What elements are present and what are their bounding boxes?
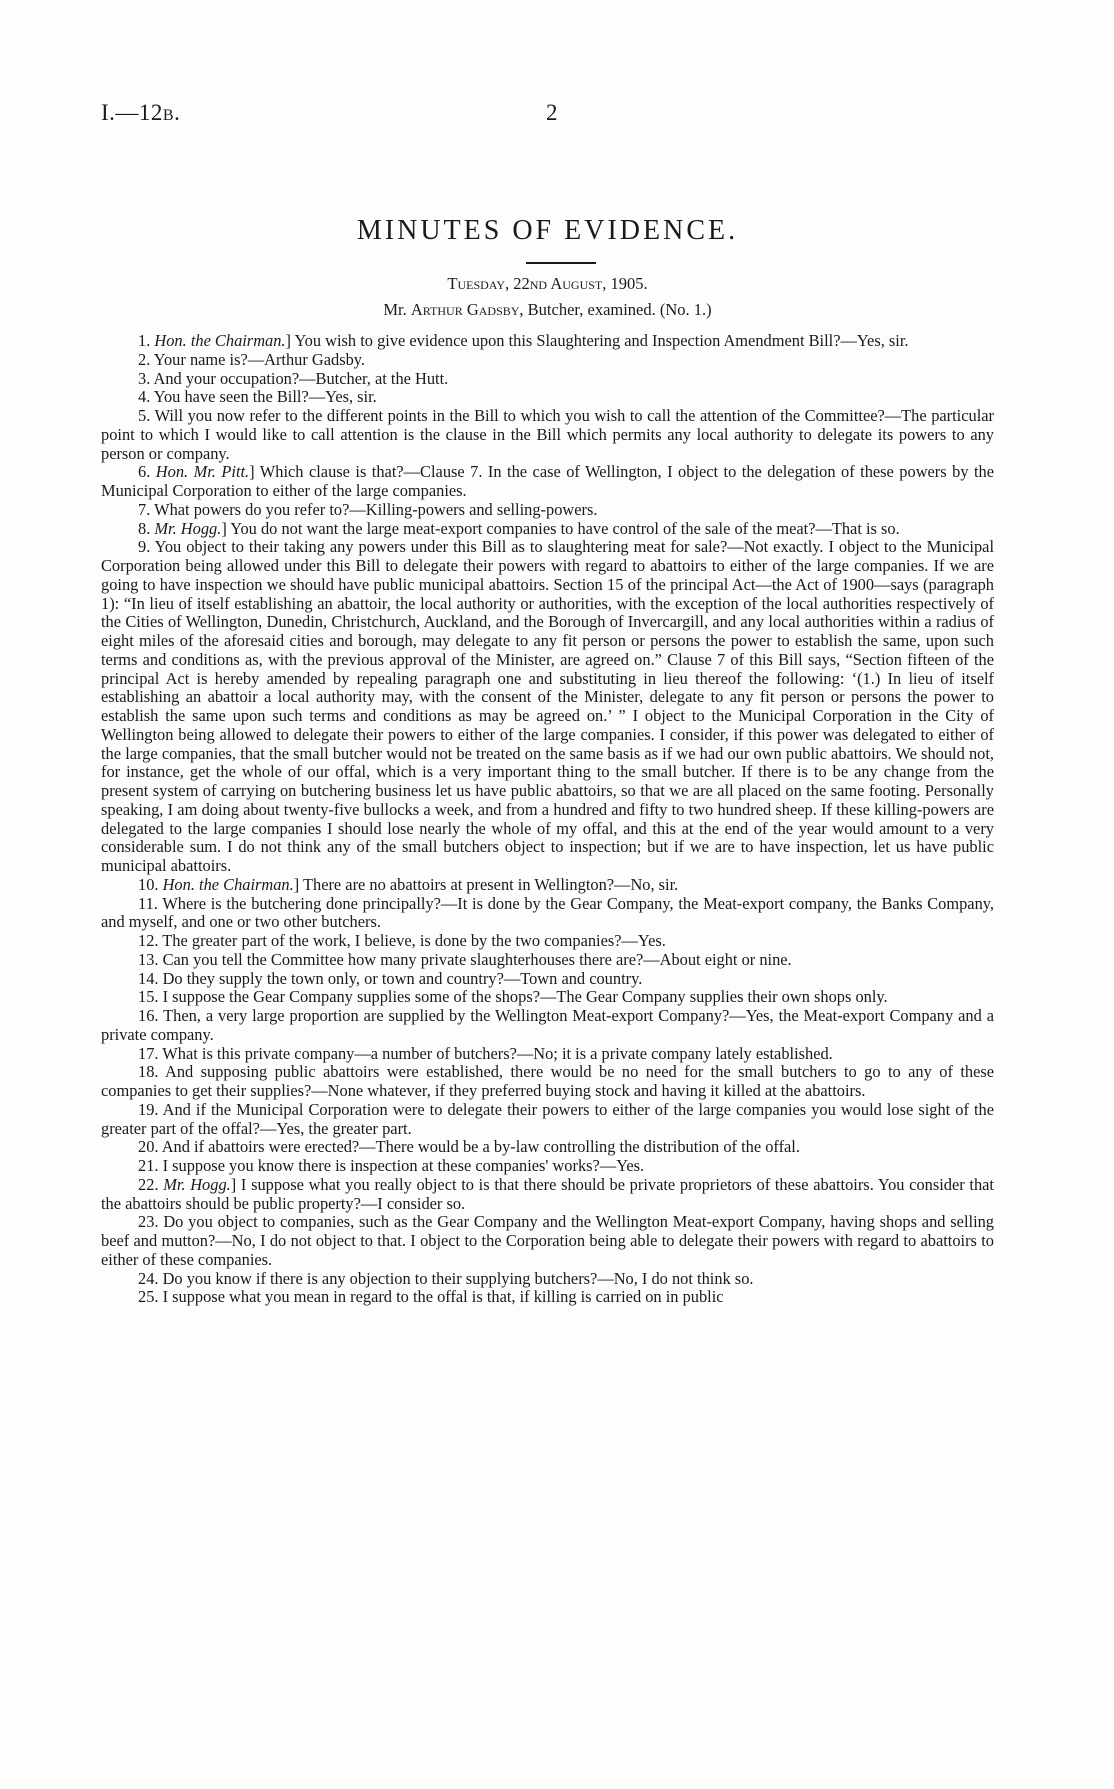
session-date: Tuesday, 22nd August, 1905. (447, 274, 648, 293)
evidence-paragraph: 10. Hon. the Chairman.] There are no abattoirs at present in Wellington?—No, sir. (138, 874, 679, 894)
evidence-paragraph: 24. Do you know if there is any objection to their supplying butchers?—No, I do not think so. (138, 1268, 754, 1288)
evidence-paragraph: 16. Then, a very large proportion are supplied by the Wellington Meat-export Company?—Yes, the Meat-export Company and a private company. (101, 1006, 994, 1044)
speaker-name: Mr. Hogg. (154, 518, 222, 538)
evidence-paragraph: 21. I suppose you know there is inspection at these companies' works?—Yes. (138, 1156, 645, 1175)
evidence-paragraph: 9. You object to their taking any powers under this Bill as to slaughtering meat for sale?—Not exactly. I object to the Municipal Corporation being allowed under this Bill to delegate their powers with regard to abattoirs to either of the large companies. If we are going to have inspection we should have public municipal abattoirs. Section 15 of the principal Act—the Act of 1900—says (paragraph 1): “In lieu of itself establishing an abattoir, the local authority or authorities, with the exception of the local authorities respectively of the Cities of Wellington, Dunedin, Christchurch, Auckland, and the Borough of Invercargill, and any local authorities within a radius of eight miles of the aforesaid cities and borough, may delegate to any fit person or persons the power to establish the same, upon such terms and conditions as, with the previous approval of the Minister, are agreed on.” Clause 7 of this Bill says, “Section fifteen of the principal Act is hereby amended by repealing paragraph one and substituting in lieu thereof the following: ‘(1.) In lieu of itself establishing an abattoir a local authority may, with the consent of the Minister, delegate to any fit person or persons the power to establish the same upon such terms and conditions as may be agreed on.’ ” I object to the Municipal Corporation in the City of Wellington being allowed to delegate their powers to either of the large companies. I consider, if this power was delegated to either of the large companies, that the small butcher would not be treated on the same basis as if we had our own public abattoirs. We should not, for instance, get the whole of our offal, which is a very important thing to the small butcher. If there is to be any change from the present system of carrying on butchering business let us have public abattoirs, so that we are all placed on the same footing. Personally speaking, I am doing about twenty-five bullocks a week, and from a hundred and fifty to two hundred sheep. If these killing-powers are delegated to the large companies I should lose nearly the whole of my offal, and this at the end of the year would amount to a very considerable sum. I do not think any of the small butchers object to inspection; but if we are to have inspection, let us have public municipal abattoirs. (101, 537, 994, 875)
witness-line: Mr. Arthur Gadsby, Butcher, examined. (No. 1.) (383, 300, 712, 319)
evidence-paragraph: 4. You have seen the Bill?—Yes, sir. (138, 387, 377, 407)
speaker-name: Mr. Hogg. (163, 1174, 231, 1194)
evidence-paragraph: 7. What powers do you refer to?—Killing-powers and selling-powers. (138, 499, 598, 519)
evidence-paragraph: 23. Do you object to companies, such as the Gear Company and the Wellington Meat-export Company, having shops and selling beef and mutton?—No, I do not object to that. I object to the Corporation being able to delegate their powers with regard to abattoirs to either of these companies. (101, 1212, 995, 1269)
evidence-paragraph: 8. Mr. Hogg.] You do not want the large meat-export companies to have control of the sale of the meat?—That is so. (138, 518, 900, 538)
evidence-paragraph: 13. Can you tell the Committee how many private slaughterhouses there are?—About eight or nine. (138, 949, 792, 969)
evidence-paragraph: 18. And supposing public abattoirs were established, there would be no need for the small butchers to go to any of these companies to get their supplies?—None whatever, if they preferred buying stock and having it killed at the abattoirs. (101, 1062, 994, 1100)
witness-name: Arthur Gadsby (410, 300, 520, 319)
evidence-paragraph: 17. What is this private company—a number of butchers?—No; it is a private company lately established. (138, 1043, 833, 1063)
document-reference: I.—12B. (101, 100, 181, 125)
page-number: 2 (546, 100, 558, 125)
page-header (101, 100, 994, 140)
page-title: MINUTES OF EVIDENCE. (356, 215, 739, 246)
evidence-paragraph: 22. Mr. Hogg.] I suppose what you really object to is that there should be private proprietors of these abattoirs. You consider that the abattoirs should be public property?—I consider so. (101, 1174, 994, 1213)
evidence-paragraph: 25. I suppose what you mean in regard to the offal is that, if killing is carried on in public (138, 1287, 724, 1307)
evidence-paragraph: 15. I suppose the Gear Company supplies some of the shops?—The Gear Company supplies their own shops only. (138, 987, 888, 1007)
speaker-name: Hon. Mr. Pitt. (155, 462, 250, 482)
evidence-paragraph: 6. Hon. Mr. Pitt.] Which clause is that?—Clause 7. In the case of Wellington, I object to the delegation of these powers by the Municipal Corporation to either of the large companies. (101, 462, 995, 500)
evidence-paragraph: 12. The greater part of the work, I believe, is done by the two companies?—Yes. (138, 931, 666, 950)
evidence-paragraph: 3. And your occupation?—Butcher, at the Hutt. (138, 368, 449, 388)
evidence-body (101, 332, 994, 1307)
evidence-paragraph: 14. Do they supply the town only, or town and country?—Town and country. (138, 968, 643, 988)
title-rule (526, 262, 596, 264)
evidence-paragraph: 19. And if the Municipal Corporation were to delegate their powers to either of the large companies you would lose sight of the greater part of the offal?—Yes, the greater part. (101, 1099, 994, 1138)
evidence-paragraph: 11. Where is the butchering done principally?—It is done by the Gear Company, the Meat-export company, the Banks Company, and myself, and one or two other butchers. (101, 893, 994, 932)
evidence-paragraph: 5. Will you now refer to the different points in the Bill to which you wish to call the attention of the Committee?—The particular point to which I would like to call attention is the clause in the Bill which permits any local authority to delegate its powers to any person or company. (101, 406, 994, 463)
document-page (101, 0, 994, 1789)
speaker-name: Hon. the Chairman. (162, 874, 294, 894)
evidence-paragraph: 1. Hon. the Chairman.] You wish to give evidence upon this Slaughtering and Inspection Amendment Bill?—Yes, sir. (138, 331, 909, 350)
evidence-paragraph: 2. Your name is?—Arthur Gadsby. (138, 349, 366, 369)
evidence-paragraph: 20. And if abattoirs were erected?—There would be a by-law controlling the distribution of the offal. (138, 1137, 800, 1157)
speaker-name: Hon. the Chairman. (154, 331, 286, 350)
